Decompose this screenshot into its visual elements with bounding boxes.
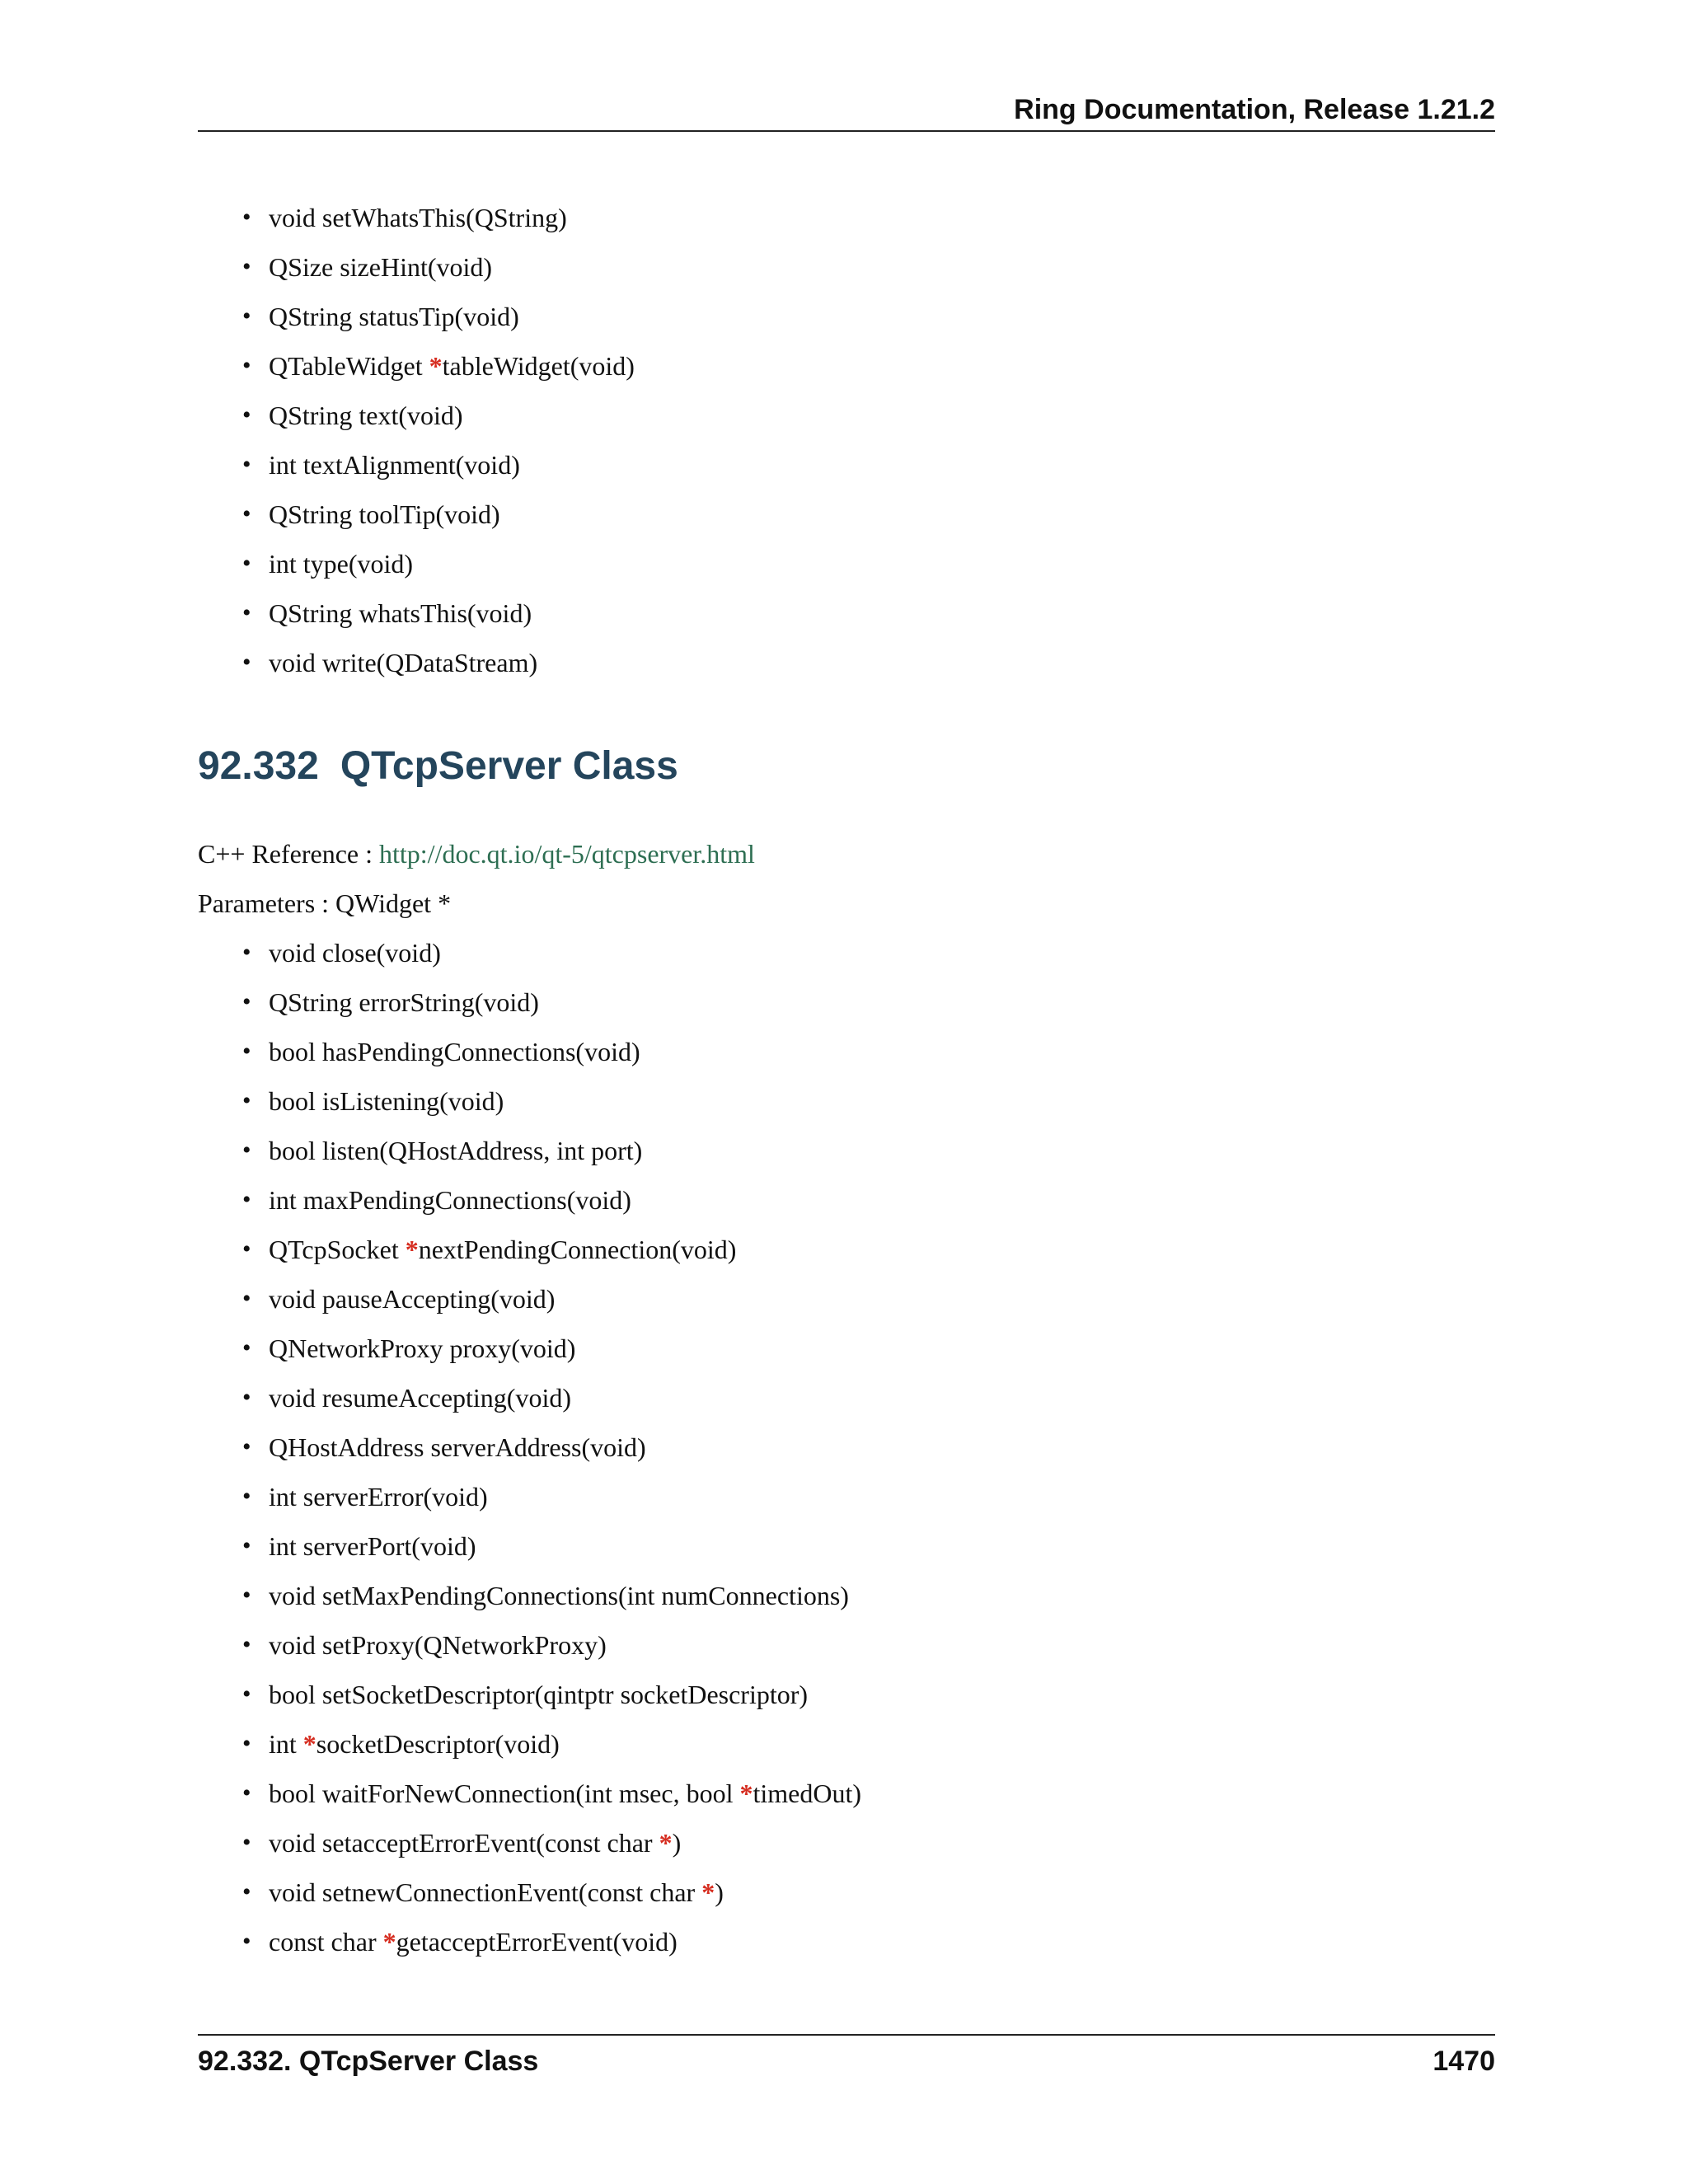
method-signature-text: int serverError(void) xyxy=(269,1482,488,1511)
pointer-asterisk: * xyxy=(405,1235,419,1264)
method-item xyxy=(0,341,635,391)
method-item xyxy=(0,539,635,588)
bullet: • xyxy=(242,1433,251,1460)
method-item xyxy=(0,1324,861,1373)
method-signature-text: const char xyxy=(269,1927,383,1957)
method-item xyxy=(0,1719,861,1769)
bullet: • xyxy=(242,1680,251,1708)
method-item xyxy=(0,1521,861,1571)
bullet: • xyxy=(242,204,251,231)
method-signature-text: QTcpSocket xyxy=(269,1235,406,1264)
method-signature-text: QString toolTip(void) xyxy=(269,499,500,529)
method-signature-text: int xyxy=(269,1729,303,1759)
bullet: • xyxy=(242,1384,251,1411)
method-item xyxy=(0,977,861,1027)
method-item xyxy=(0,1670,861,1719)
method-item xyxy=(0,1472,861,1521)
method-signature-text: nextPendingConnection(void) xyxy=(418,1235,737,1264)
section-number: 92.332 xyxy=(198,744,319,788)
bullet: • xyxy=(242,1285,251,1312)
method-signature-text: bool waitForNewConnection(int msec, bool xyxy=(269,1779,740,1808)
method-signature-text: void close(void) xyxy=(269,938,441,968)
bullet: • xyxy=(242,1928,251,1955)
method-signature-text: int serverPort(void) xyxy=(269,1531,476,1561)
bullet: • xyxy=(242,1532,251,1559)
method-item xyxy=(0,1175,861,1225)
method-signature-text: void pauseAccepting(void) xyxy=(269,1284,556,1314)
method-signature-text: timedOut) xyxy=(753,1779,861,1808)
method-signature-text: void setMaxPendingConnections(int numConnections) xyxy=(269,1581,849,1610)
method-signature-text: bool setSocketDescriptor(qintptr socketDescriptor) xyxy=(269,1680,809,1709)
method-item xyxy=(0,292,635,341)
bullet: • xyxy=(242,1186,251,1213)
method-signature-text: QString whatsThis(void) xyxy=(269,598,532,628)
method-signature-text: int textAlignment(void) xyxy=(269,450,520,480)
method-signature-text: QString errorString(void) xyxy=(269,987,539,1017)
bullet: • xyxy=(242,1779,251,1807)
method-signature-text: bool listen(QHostAddress, int port) xyxy=(269,1136,643,1165)
running-footer xyxy=(198,2039,1495,2083)
bullet: • xyxy=(242,1631,251,1658)
bullet: • xyxy=(242,1235,251,1263)
method-item xyxy=(0,193,635,242)
bullet: • xyxy=(242,302,251,330)
method-item xyxy=(0,1868,861,1917)
method-signature-text: int maxPendingConnections(void) xyxy=(269,1185,631,1215)
bullet: • xyxy=(242,1730,251,1757)
method-signature-text: void resumeAccepting(void) xyxy=(269,1383,571,1413)
parameters-line: Parameters : QWidget * xyxy=(198,888,452,918)
cpp-reference xyxy=(198,829,755,879)
method-signature-text: tableWidget(void) xyxy=(442,351,635,381)
method-item xyxy=(0,242,635,292)
method-item xyxy=(0,1818,861,1868)
footer-section: 92.332. QTcpServer Class xyxy=(198,2046,539,2077)
method-item xyxy=(0,1076,861,1126)
method-signature-text: int type(void) xyxy=(269,549,414,579)
method-item xyxy=(0,1917,861,1966)
bullet: • xyxy=(242,401,251,429)
method-signature-text: QSize sizeHint(void) xyxy=(269,252,493,282)
method-signature-text: bool isListening(void) xyxy=(269,1086,504,1116)
method-signature-text: QString text(void) xyxy=(269,401,463,430)
method-item xyxy=(0,490,635,539)
footer-divider xyxy=(198,2034,1495,2036)
pointer-asterisk: * xyxy=(382,1927,396,1957)
bullet: • xyxy=(242,451,251,478)
pointer-asterisk: * xyxy=(429,351,443,381)
method-item xyxy=(0,638,635,687)
method-signature-text: getacceptErrorEvent(void) xyxy=(396,1927,678,1957)
method-signature-text: void setWhatsThis(QString) xyxy=(269,203,567,232)
pointer-asterisk: * xyxy=(701,1877,715,1907)
reference-label: C++ Reference : xyxy=(198,839,379,869)
method-signature-text: void setacceptErrorEvent(const char xyxy=(269,1828,659,1858)
method-signature-text: void write(QDataStream) xyxy=(269,648,538,677)
method-signature-text: socketDescriptor(void) xyxy=(316,1729,560,1759)
method-signature-text: ) xyxy=(715,1877,724,1907)
bullet: • xyxy=(242,1829,251,1856)
method-item xyxy=(0,1225,861,1274)
running-header: Ring Documentation, Release 1.21.2 xyxy=(198,89,1495,132)
method-item xyxy=(0,1422,861,1472)
method-item xyxy=(0,1126,861,1175)
method-item xyxy=(0,1027,861,1076)
reference-link[interactable]: http://doc.qt.io/qt-5/qtcpserver.html xyxy=(379,839,755,869)
bullet: • xyxy=(242,500,251,527)
method-list-continued xyxy=(0,193,635,687)
method-signature-text: void setProxy(QNetworkProxy) xyxy=(269,1630,607,1660)
method-signature-text: void setnewConnectionEvent(const char xyxy=(269,1877,702,1907)
method-item xyxy=(0,1571,861,1620)
method-signature-text: bool hasPendingConnections(void) xyxy=(269,1037,640,1066)
method-item xyxy=(0,1769,861,1818)
bullet: • xyxy=(242,1137,251,1164)
pointer-asterisk: * xyxy=(739,1779,753,1808)
method-signature-text: QHostAddress serverAddress(void) xyxy=(269,1432,646,1462)
bullet: • xyxy=(242,939,251,966)
method-item xyxy=(0,928,861,977)
bullet: • xyxy=(242,649,251,676)
method-signature-text: QTableWidget xyxy=(269,351,429,381)
section-title: QTcpServer Class xyxy=(340,744,678,788)
section-heading xyxy=(198,738,678,795)
method-signature-text: QString statusTip(void) xyxy=(269,302,519,331)
method-signature-text: QNetworkProxy proxy(void) xyxy=(269,1333,576,1363)
bullet: • xyxy=(242,988,251,1015)
bullet: • xyxy=(242,1878,251,1905)
pointer-asterisk: * xyxy=(302,1729,316,1759)
method-item xyxy=(0,1274,861,1324)
method-item xyxy=(0,1620,861,1670)
bullet: • xyxy=(242,1582,251,1609)
bullet: • xyxy=(242,550,251,577)
pointer-asterisk: * xyxy=(659,1828,673,1858)
method-list xyxy=(0,928,861,1966)
method-signature-text: ) xyxy=(672,1828,682,1858)
bullet: • xyxy=(242,1038,251,1065)
bullet: • xyxy=(242,1483,251,1510)
method-item xyxy=(0,588,635,638)
method-item xyxy=(0,391,635,440)
method-item xyxy=(0,440,635,490)
bullet: • xyxy=(242,1334,251,1361)
page-number: 1470 xyxy=(1432,2046,1495,2077)
bullet: • xyxy=(242,599,251,626)
method-item xyxy=(0,1373,861,1422)
bullet: • xyxy=(242,352,251,379)
bullet: • xyxy=(242,1087,251,1114)
bullet: • xyxy=(242,253,251,280)
